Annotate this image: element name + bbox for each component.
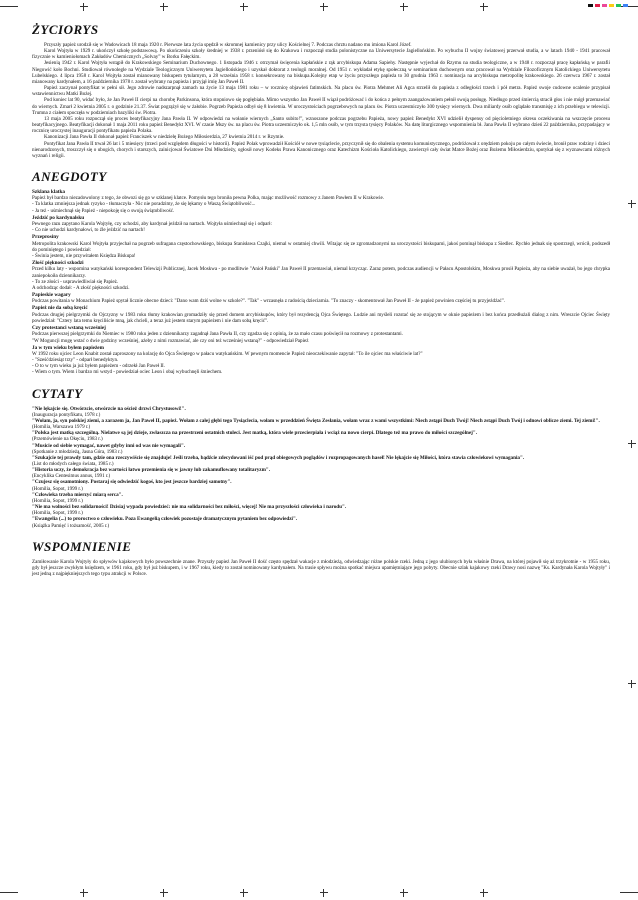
registration-mark (160, 3, 168, 11)
quote: "Człowieka trzeba mierzyć miarą serca". (32, 491, 123, 498)
quote-source: (Przemówienie na Okęciu, 1983 r.) (32, 436, 103, 443)
anecdote-line: Pewnego razu zapytano Karola Wojtyłę, czy uchodzi, aby kardynał jeździł na nartach. Wojtyła uśmiechnął się i odparł: (32, 221, 272, 228)
anecdote-line: Papież był bardzo niezadowolony z tego, że obwozi się go w szklanej klatce. Pomysłu tego broniła pewna Polka, mając możliwość rozmowy z Janem Pawłem II w Krakowie. (32, 195, 385, 202)
anecdote-line: - Co nie uchodzi kardynałowi, to źle jeździć na nartach! (32, 227, 145, 234)
section-zyciorys (32, 22, 610, 159)
section-title-anegdoty: ANEGDOTY (32, 168, 107, 184)
paragraph: Zamiłowanie Karola Wojtyły do spływów kajakowych było powszechnie znane. Przyszły papież Jan Paweł II dość często spędzał wakacje z młodzieżą, odwiedzając różne polskie rzeki. Jedną z jego ulubionych była właśnie Drawa, na której pojawił się aż trzykrotnie - w 1955 roku, gdy był jeszcze zwykłym księdzem, w 1961 roku, gdy był już biskupem, i w 1967 roku, kiedy to został nominowany kardynałem. Na trasie spływu można spotkać miejsca upamiętniające jego pobyty. Obecnie szlak kajakowy rzeki Drawy nosi nazwę "Ks. Kardynała Karola Wojtyły" i jest jedną z najpiękniejszych tego typu atrakcji w Polsce. (32, 558, 610, 577)
registration-mark (480, 3, 488, 11)
quote: "Czujesz się osamotniony. Postaraj się odwiedzić kogoś, kto jest jeszcze bardziej samotny". (32, 479, 232, 486)
section-cytaty (32, 386, 610, 529)
document-page (32, 22, 610, 577)
paragraph: 13 maja 2005 roku rozpoczął się proces beatyfikacyjny Jana Pawła II. W odpowiedzi na wołanie wiernych „Santo subito!”, wznoszone podczas pogrzebu Papieża, nowy papież Benedykt XVI udzielił dyspensy od pięcioletniego okresu oczekiwania na wszczęcie procesu beatyfikacyjnego. Beatyfikacji dokonał 1 maja 2011 roku papież Benedykt XVI. W czasie Mszy św. na placu św. Piotra uczestniczyło ok. 1,5 mln osób, w tym trzysta tysięcy Polaków. Na datę liturgicznego wspomnienia bł. Jana Pawła II wybrano dzień 22 października, przypadający w rocznicę uroczystej inauguracji pontyfikatu papieża Polaka. (32, 115, 610, 135)
anecdote-heading: Szklana klatka (32, 188, 66, 195)
paragraph: Papież zaczynał pontyfikat w pełni sił. Jego zdrowie nadszarpnął zamach na życie 13 maja 1981 roku – w rocznicę objawień fatimskich. Na placu św. Piotra Mehmet Ali Agca strzelił do papieża z odległości trzech i pół metra. Papież swoje cudowne ocalenie przypisał wstawiennictwu Matki Bożej. (32, 85, 610, 98)
color-swatch (588, 4, 593, 7)
crop-mark (620, 892, 638, 893)
quote-source: (Spotkanie z młodzieżą, Jasna Góra, 1983 r.) (32, 448, 123, 455)
anecdote-line: - Świnia jestem, nie przywitałem Księdza Biskupa! (32, 252, 136, 259)
quote-source: (List do młodych całego świata, 1985 r.) (32, 461, 114, 468)
paragraph: Karol Wojtyła w 1929 r. ukończył szkołę podstawową. Po ukończeniu szkoły średniej w 1938 r. przeniósł się do Krakowa i rozpoczął studia polonistyczne na Uniwersytecie Jagiellońskim. Po wybuchu II wojny światowej przerwał studia, a w latach 1940 - 1941 pracował fizycznie w kamieniołomach Zakładów Chemicznych „Solvay” w Borku Fałęckim. (32, 48, 610, 61)
section-anegdoty (32, 169, 610, 376)
registration-mark (400, 3, 408, 11)
quote-source: (Książka Pamięć i tożsamość, 2005 r.) (32, 522, 110, 529)
color-swatch (609, 4, 614, 7)
anecdote-line: - Ja też - uśmiechnął się Papież - niepokoję się o swoją świątobliwość. (32, 207, 175, 214)
anecdote-heading: Papieskie wagary (32, 292, 71, 299)
anecdote-line: - Wiem o tym. Wiem i bardzo mi wstyd - powiedział ociec Leon i obaj wybuchnęli śmiechem. (32, 369, 223, 376)
section-wspomnienie (32, 539, 610, 577)
color-swatch (595, 4, 600, 7)
section-title-zyciorys: ŻYCIORYS (32, 22, 99, 37)
quote: "Polska jest matką szczególną. Nielatwe są jej dzieje, zwłaszcza na przestrzeni ostatnich stuleci. Jest matką, która wiele przecierpiała i wciąż na nowo cierpi. Dlatego też ma prawo do miłości szczególnej". (32, 430, 477, 437)
anecdote-line: Podczas powitania w Monachium Papież spytał licznie obecne dzieci: "Dano wam dziś wolne w szkole?". "Tak" - wrzasnęła z radością dzieciarnia. "To znaczy - skomentował Jan Paweł II - że papież powinien częściej tu przyjeżdżać". (32, 298, 506, 305)
quote: "Szukajcie tej prawdy tam, gdzie ona rzeczywiście się znajduje! Jeśli trzeba, bądźcie zdecydowani iść pod prąd obiegowych poglądów i rozpropagowanych haseł! Nie lękajcie się Miłości, która stawia człowiekowi wymagania". (32, 454, 525, 461)
section-title-wspomnienie: WSPOMNIENIE (32, 538, 132, 554)
quote: "Ewangelia (...) to proroctwo o człowieku. Poza Ewangelią człowiek pozostaje dramatycznym pytaniem bez odpowiedzi". (32, 516, 298, 523)
anecdote-line: - Ta klatka zmniejsza jednak ryzyko - tłumaczyła - Nic nie poradzimy, że się lękamy o Waszą Świątobliwość... (32, 201, 256, 208)
paragraph: Pod koniec lat 90, widać było, że Jan Paweł II cierpi na chorobę Parkinsona, która stopniowo się pogłębiała. Mimo wszystko Jan Paweł II wiązł podróżować i do końca z pełnym zaangażowaniem pełnił swoją posługę. Niedługo przed śmiercią stracił głos i nie mógł przemawiać do wiernych. Zmarł 2 kwietnia 2005 r. o godzinie 21.37. Świat pogrążył się w żałobie. Pogrzeb Papieża odbył się 8 kwietnia. W uroczystościach pogrzebowych na placu św. Piotra uczestniczyło 300 tysięcy wiernych. Dwa miliardy osób oglądało transmisję z ich przebiegu w telewizji. Trumna z ciałem spoczęła w podziemiach bazyliki św. Piotra. (32, 97, 610, 116)
anecdote-line: W 1992 roku ojciec Leon Knabit został zaproszony na kolację do Ojca Świętego w pałacu watykańskim. W pewnym momencie Papież nieoczekiwanie zapytał: "To ile ojciec ma właściwie lat?" (32, 351, 423, 357)
registration-mark (628, 680, 636, 688)
anecdote-heading: Ja w tym wieku byłem papieżem (32, 344, 104, 351)
registration-mark (320, 889, 328, 897)
quote: "Nie lękajcie się. Otwórzcie, otwórzcie na oścież drzwi Chrystusowi!". (32, 405, 186, 412)
paragraph: Kanonizacji Jana Pawła II dokonał papież Franciszek w niedzielę Bożego Miłosierdzia, 27 kwietnia 2014 r. w Rzymie. (44, 134, 285, 141)
paragraph: Jesienią 1942 r. Karol Wojtyła wstąpił do Krakowskiego Seminarium Duchownego. 1 listopada 1946 r. otrzymał święcenia kapłańskie z rąk arcybiskupa Adama Sapiehy. Następnie wyjechał do Rzymu na studia teologiczne, a w 1948 r. rozpoczął pracę kapłańską w parafii Niegowić koło Bochni. Studiował równolegle na Wydziale Teologicznym Uniwersytetu Jagiellońskiego i uzyskał doktorat z teologii moralnej. Od 1951 r. wykładał etykę społeczną w seminarium duchownym oraz pracował na Wydziale Filozoficznym Katolickiego Uniwersytetu Lubelskiego. 4 lipca 1958 r. Karol Wojtyła został mianowany biskupem tytularnym, a 28 września 1958 r. konsekrowany na biskupa.Kolejny etap w życiu przyszłego papieża to 30 grudnia 1963 r. nominacja na arcybiskupa metropolitę krakowskiego. 26 czerwca 1967 r. został mianowany kardynałem, a 16 października 1978 r. został wybrany na papieża i przyjął imię Jan Paweł II. (32, 60, 610, 85)
registration-mark (480, 889, 488, 897)
quote: "Nie ma wolności bez solidarności! Dzisiaj wypada powiedzieć: nie ma solidarności bez miłości, więcej! Nie ma przyszłości człowieka i narodu". (32, 504, 347, 510)
quote-source: (Encyklika Centesimus annus, 1991 r.) (32, 473, 111, 480)
quote-source: (Homilia, Warszawa 1979 r.) (32, 424, 91, 431)
section-title-cytaty: CYTATY (32, 385, 83, 401)
anecdote-line: Metropolita krakowski Karol Wojtyła przyjechał na pogrzeb sufragana częstochowskiego, biskupa Stanisława Czajki, niemal w ostatniej chwili. Witając się ze zgromadzonymi na uroczystości biskupami, jakoś pominął biskupa z Siedlec. Rychło jednak się spostrzegł, wrócił, podszedł do pominiętego i powiedział: (32, 240, 610, 253)
color-swatch (616, 4, 621, 7)
color-bar (588, 4, 628, 7)
color-swatch (623, 4, 628, 7)
paragraph: Przyszły papież urodził się w Wadowicach 18 maja 1920 r. Pierwsze lata życia spędził w skromnej kamienicy przy ulicy Kościelnej 7. Podczas chrztu nadano mu imiona Karol Józef. (44, 42, 412, 48)
anecdote-line: Podczas pierwszej pielgrzymki do Niemiec w 1980 roku jeden z dziennikarzy zagadnął Jana Pawła II, czy zgadza się z opinią, że za mało czasu poświęcił na rozmowy z protestantami. (32, 331, 403, 338)
anecdote-heading: Przeprosiny (32, 234, 59, 241)
anecdote-heading: Czy protestanci wstaną wcześniej (32, 325, 106, 332)
anecdote-heading: Papież nie da sobą kręcić (32, 305, 88, 312)
registration-mark (628, 440, 636, 448)
anecdote-line: "W Moguncji mogę wstać o dwie godziny wcześniej, ażeby z nimi rozmawiać, ale czy oni też wcześniej wstaną?" - odpowiedział Papież (32, 337, 309, 344)
registration-mark (320, 3, 328, 11)
registration-mark (160, 889, 168, 897)
anecdote-heading: Złość piękności szkodzi (32, 260, 84, 267)
registration-mark (240, 3, 248, 11)
anecdote-line: - To ze złości - usprawiedliwiał się Papież. (32, 278, 119, 285)
quote: "Historia uczy, że demokracja bez wartości łatwo przemienia się w jawny lub zakamuflowany totalitaryzm". (32, 467, 270, 474)
quote: "Musicie od siebie wymagać, nawet gdyby inni od was nie wymagali". (32, 442, 186, 449)
crop-mark (0, 892, 18, 893)
crop-mark (0, 6, 18, 7)
registration-mark (80, 889, 88, 897)
quote-source: (Homilia, Sopot, 1999 r.) (32, 497, 83, 504)
quote: "Wołam, ja, syn polskiej ziemi, a zarazem ja, Jan Paweł II, papież. Wołam z całej głębi tego Tysiąclecia, wołam w przeddzień Święta Zesłania, wołam wraz z wami wszystkimi: Niech zstąpi Duch Twój! Niech zstąpi Duch Twój i odnowi oblicze ziemi. Tej ziemi!". (32, 417, 600, 424)
registration-mark (240, 889, 248, 897)
anecdote-line: A odchodząc dodał: - A złość piękności szkodzi. (32, 284, 130, 291)
registration-mark (628, 200, 636, 208)
color-swatch (602, 4, 607, 7)
anecdote-line: Podczas drugiej pielgrzymki do Ojczyzny w 1983 roku tłumy krakowian gromadziły się przed domem arcybiskupów, który był rezydencją Ojca Świętego. Ludzie ani myśleli rozstać się ze stojącym w oknie papieżem i bez końca przedłużali dialog z nim. Wreszcie Ojciec Święty powiedział: "Cztery lata temu kręciliście mną, jak chcieli, a teraz już jestem starym papieżem i nie dam sobą kręcić". (32, 311, 610, 324)
registration-mark (400, 889, 408, 897)
quote-source: (Inauguracja pontyfikatu, 1978 r.) (32, 411, 101, 418)
paragraph: Pontyfikat Jana Pawła II trwał 26 lat i 5 miesięcy (trzeci pod względem długości w historii). Papież Polak wprowadził Kościół w nowe tysiąclecie, przyczynił się do obalenia systemu komunistycznego, podróżował z orędziem pokoju po całym świecie, bronił praw rodziny i dzieci nienarodzonych, troszczył się o ubogich, chorych i starszych, zainicjował Światowe Dni Młodzieży, ogłosił nowy Kodeks Prawa Kanonicznego oraz Katechizm Kościoła Katolickiego, zawierzył cały świat Matce Bożej oraz Bożemu Miłosierdziu, spotykał się z wyznawcami różnych wyznań i religii. (32, 140, 610, 159)
registration-mark (80, 3, 88, 11)
quote-source: (Homilia, Sopot, 1999 r.) (32, 510, 83, 517)
anecdote-heading: Jeździć po kardynalsku (32, 214, 85, 221)
anecdote-line: - "Sześćdziesiąt trzy" - odparł benedyktyn. (32, 357, 119, 364)
quote-source: (Homilia, Sopot, 1999 r.) (32, 485, 83, 492)
anecdote-line: Przed kilku laty - wspomina watykański korespondent Telewizji Publicznej, Jacek Moskwa - po modlitwie "Anioł Pański" Jan Paweł II przemawiał, niemal krzycząc. Zaraz potem, podczas audiencji w Pałacu Apostolskim, Moskwa prosił Papieża, aby na siebie uważał, bo jego chrypka zaniepokoiła dziennikarzy. (32, 266, 610, 279)
anecdote-line: - O to w tym wieku ja już byłem papieżem - odrzekł Jan Paweł II. (32, 363, 166, 370)
